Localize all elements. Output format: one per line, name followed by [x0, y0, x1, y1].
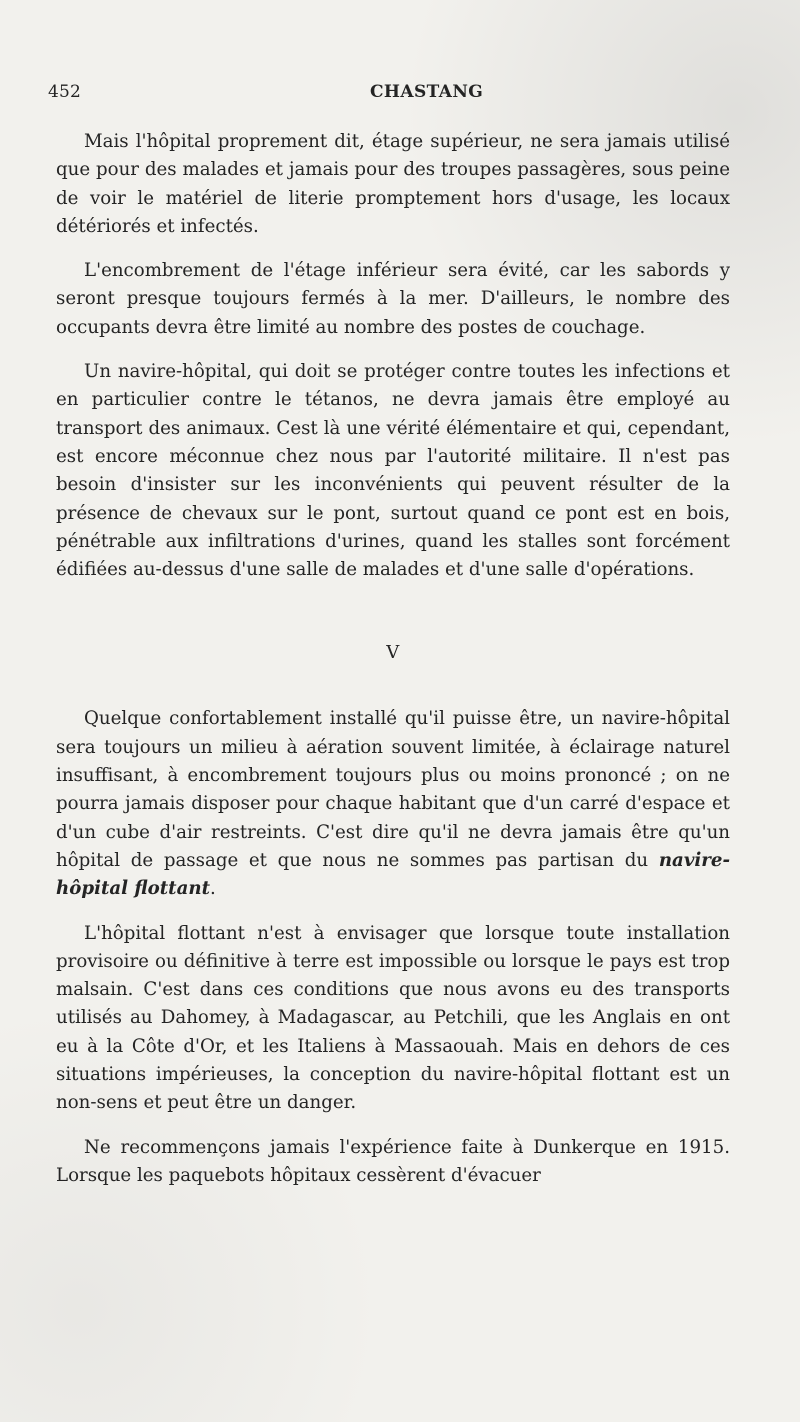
paragraph-2: L'encombrement de l'étage inférieur sera évité, car les sabords y seront presque toujours fermés à la mer. D'ailleurs, le nombre des occupants devra être limité au nombre des postes de couchage.: [56, 260, 730, 338]
paragraph-4-text-start: Quelque confortablement installé qu'il puisse être, un navire-hôpital sera toujours un milieu à aération souvent limitée, à éclairage naturel insuffisant, à encombrement toujours plus ou moins prononcé ; on ne pourra jamais disposer pour chaque habitant que d'un carré d'espace et d'un cube d'air restreints. C'est dire qu'il ne devra jamais être qu'un hôpital de passage et que nous ne sommes pas partisan du: [56, 708, 730, 871]
running-head: CHASTANG: [370, 82, 484, 102]
section-heading: V: [386, 642, 400, 664]
page-content: [56, 128, 730, 1190]
paragraph-3: Un navire-hôpital, qui doit se protéger contre toutes les infections et en particulier contre le tétanos, ne devra jamais être employé au transport des animaux. Cest là une vérité élémentaire et qui, cependant, est encore méconnue chez nous par l'autorité militaire. Il n'est pas besoin d'insister sur les inconvénients qui peuvent résulter de la présence de chevaux sur le pont, surtout quand ce pont est en bois, pénétrable aux infiltrations d'urines, quand les stalles sont forcément édifiées au-dessus d'une salle de malades et d'une salle d'opérations.: [56, 361, 730, 581]
paragraph-5: L'hôpital flottant n'est à envisager que lorsque toute installation provisoire ou définitive à terre est impossible ou lorsque le pays est trop malsain. C'est dans ces conditions que nous avons eu des transports utilisés au Dahomey, à Madagascar, au Petchili, que les Anglais en ont eu à la Côte d'Or, et les Italiens à Massaouah. Mais en dehors de ces situations impérieuses, la conception du navire-hôpital flottant est un non-sens et peut être un danger.: [56, 922, 730, 1114]
paragraph-1: Mais l'hôpital proprement dit, étage supérieur, ne sera jamais utilisé que pour des malades et jamais pour des troupes passagères, sous peine de voir le matériel de literie promptement hors d'usage, les locaux détériorés et infectés.: [56, 131, 730, 237]
paragraph-4: [56, 705, 730, 903]
emphasized-term: navire-hôpital flottant: [56, 849, 730, 900]
page-header: [48, 82, 728, 112]
paragraph-4-text-end: .: [209, 878, 216, 900]
paragraph-6: Ne recommençons jamais l'expérience faite à Dunkerque en 1915. Lorsque les paquebots hôpitaux cessèrent d'évacuer: [56, 1136, 730, 1186]
page-number: 452: [48, 82, 82, 102]
